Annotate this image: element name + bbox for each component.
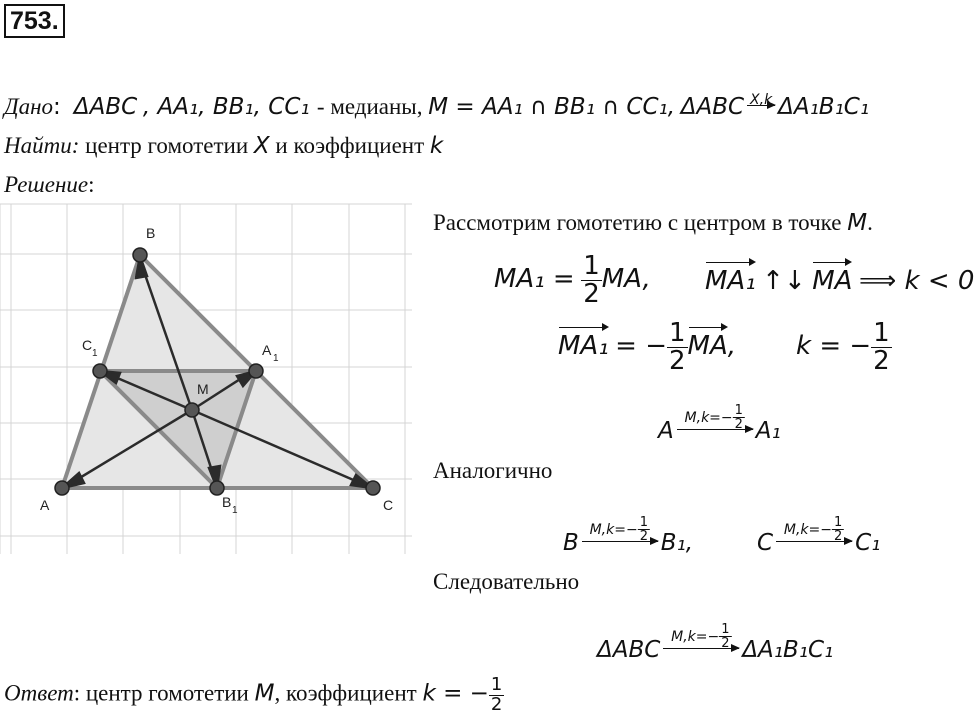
answer-center: M xyxy=(254,680,275,707)
map-b-from: B xyxy=(563,530,579,556)
map-triangle-to: ΔA₁B₁C₁ xyxy=(742,637,834,663)
vector-ma1-2: MA₁ xyxy=(558,330,609,361)
label-a1-sub: 1 xyxy=(273,353,279,364)
point-a1 xyxy=(249,364,263,378)
point-c1 xyxy=(93,364,107,378)
label-b: B xyxy=(146,225,156,241)
answer-fraction: $\frac{1}{2}$ xyxy=(490,674,503,715)
label-a1: A xyxy=(262,342,272,358)
k-negative: ⟹ k < 0 xyxy=(858,266,974,296)
label-m: M xyxy=(197,381,209,397)
map-b-to-b1 xyxy=(563,514,694,556)
given-label: Дано xyxy=(4,94,54,119)
map-b-to: B₁, xyxy=(660,530,694,556)
eq2-eq: = − xyxy=(615,330,667,361)
label-b1-sub: 1 xyxy=(232,505,238,516)
vector-ma-2: MA xyxy=(687,330,728,361)
answer-label: Ответ xyxy=(4,680,74,706)
answer-text: центр гомотетии xyxy=(85,680,249,706)
map-c-to-c1 xyxy=(757,514,881,556)
given-triangle: ΔABC xyxy=(73,94,138,120)
map-a-to: A₁ xyxy=(755,418,781,444)
map-a-to-a1 xyxy=(658,402,781,444)
label-c1: C xyxy=(82,337,93,353)
map-triangle-from: ΔABC xyxy=(597,637,661,663)
answer-coef: , коэффициент xyxy=(274,680,417,706)
map-c-from: C xyxy=(757,530,774,556)
eq2-comma: , xyxy=(727,330,737,361)
label-a: A xyxy=(40,497,50,513)
map-c-to: C₁ xyxy=(855,530,881,556)
vectors-antiparallel xyxy=(705,266,974,296)
fraction-half-1: $\frac{1}{2}$ xyxy=(583,251,600,310)
intro-center: M xyxy=(847,210,868,236)
given-to: ΔA₁B₁C₁ xyxy=(778,94,870,120)
given-line: Дано: ΔABC , AA₁, BB₁, CC₁ - медианы, M = AA₁ ∩ BB₁ ∩ CC₁, ΔABC X,k ΔA₁B₁C₁ xyxy=(4,92,870,120)
point-c xyxy=(366,481,380,495)
answer-line: Ответ: центр гомотетии M, коэффициент k = − $\frac{1}{2}$ xyxy=(4,674,503,715)
map-a-from: A xyxy=(658,418,674,444)
find-text-and: и коэффициент xyxy=(275,133,425,158)
k-eq: k = − xyxy=(796,330,872,361)
label-c1-sub: 1 xyxy=(92,348,98,359)
solution-label: Решение xyxy=(4,172,89,197)
equation-ma1-half xyxy=(494,253,651,309)
point-b xyxy=(133,248,147,262)
vector-ma: MA xyxy=(812,266,853,296)
label-c: C xyxy=(383,497,394,513)
intro-text: Рассмотрим гомотетию с центром в точке xyxy=(433,210,842,235)
homothety-arrow-c: M,k=− $\frac{1}{2}$ xyxy=(776,530,852,556)
problem-number: 753. xyxy=(4,4,65,38)
eq1-lhs: MA₁ = xyxy=(494,263,575,294)
find-text-before: центр гомотетии xyxy=(85,133,249,158)
homothety-arrow-triangle: M,k=− $\frac{1}{2}$ xyxy=(663,637,739,663)
answer-k-eq: k = − xyxy=(422,680,489,707)
vector-ma1: MA₁ xyxy=(705,266,756,296)
find-x: X xyxy=(253,133,270,159)
point-b1 xyxy=(210,481,224,495)
given-arrow-label: X,k xyxy=(750,92,773,108)
given-medians-word: - медианы, xyxy=(316,94,423,119)
homothety-arrow-b: M,k=− $\frac{1}{2}$ xyxy=(582,530,658,556)
find-k: k xyxy=(429,133,444,159)
homothety-arrow-a: M,k=− $\frac{1}{2}$ xyxy=(677,418,753,444)
solution-intro: Рассмотрим гомотетию с центром в точке M. xyxy=(433,210,873,236)
similarly-text: Аналогично xyxy=(433,458,553,483)
given-from: ΔABC xyxy=(680,94,745,120)
point-a xyxy=(55,481,69,495)
homothety-arrow-given xyxy=(747,94,775,120)
antiparallel-symbol: ↑↓ xyxy=(762,266,806,296)
solution-label-line: Решение: xyxy=(4,172,95,197)
fraction-half-3: $\frac{1}{2}$ xyxy=(873,318,890,377)
k-value xyxy=(796,320,892,376)
find-label: Найти: xyxy=(4,133,80,158)
point-m xyxy=(185,403,199,417)
find-line xyxy=(4,133,443,159)
given-m-definition: M = AA₁ ∩ BB₁ ∩ CC₁, xyxy=(428,94,676,120)
triangle-figure xyxy=(0,204,412,554)
fraction-half-2: $\frac{1}{2}$ xyxy=(669,318,686,377)
label-b1: B xyxy=(222,494,232,510)
therefore-text: Следовательно xyxy=(433,569,580,594)
eq1-rhs: MA, xyxy=(601,263,651,294)
equation-vector-ma1 xyxy=(558,320,736,376)
map-triangle xyxy=(597,621,834,663)
given-medians-list: , AA₁, BB₁, CC₁ xyxy=(142,94,317,120)
